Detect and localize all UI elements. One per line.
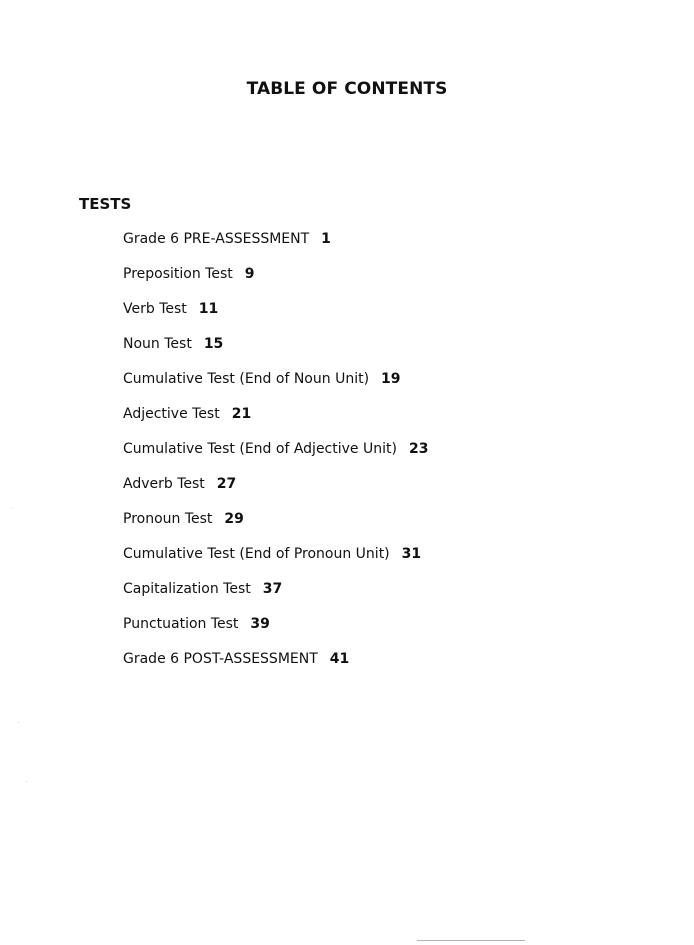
entry-page-number: 31 (401, 546, 422, 562)
entry-title: Punctuation Test (123, 616, 239, 632)
contents-entry (123, 333, 428, 368)
contents-entry (123, 508, 428, 543)
entry-title: Adverb Test (123, 476, 205, 492)
entry-title: Cumulative Test (End of Noun Unit) (123, 371, 370, 387)
entry-title: Cumulative Test (End of Adjective Unit) (123, 441, 397, 457)
entry-page-number: 39 (250, 616, 270, 632)
page-title: TABLE OF CONTENTS (246, 79, 448, 99)
entry-page-number: 19 (381, 371, 401, 387)
entry-title: Adjective Test (123, 406, 220, 422)
contents-entry (123, 648, 428, 683)
entry-page-number: 37 (262, 581, 283, 597)
contents-list (123, 228, 428, 683)
entry-title: Preposition Test (123, 266, 233, 282)
scan-speck (26, 781, 27, 782)
section-heading-tests: TESTS (79, 195, 132, 213)
scan-speck (12, 508, 13, 509)
entry-page-number: 29 (224, 511, 244, 527)
contents-entry (123, 543, 428, 578)
contents-entry (123, 473, 428, 508)
entry-page-number: 11 (198, 301, 219, 317)
contents-entry (123, 228, 428, 263)
scan-speck (18, 722, 19, 723)
contents-entry (123, 368, 428, 403)
entry-page-number: 23 (408, 441, 429, 457)
entry-title: Verb Test (123, 301, 187, 317)
contents-entry (123, 298, 428, 333)
entry-title: Cumulative Test (End of Pronoun Unit) (123, 546, 390, 562)
footer-rule (417, 940, 525, 941)
contents-entry (123, 438, 428, 473)
entry-page-number: 1 (321, 231, 331, 247)
entry-page-number: 27 (216, 476, 237, 492)
contents-entry (123, 403, 428, 438)
entry-title: Grade 6 PRE-ASSESSMENT (123, 231, 310, 247)
entry-page-number: 41 (329, 651, 350, 667)
contents-entry (123, 578, 428, 613)
entry-page-number: 9 (244, 266, 255, 282)
entry-title: Capitalization Test (123, 581, 251, 597)
entry-title: Grade 6 POST-ASSESSMENT (123, 651, 318, 667)
entry-title: Noun Test (123, 336, 192, 352)
contents-entry (123, 613, 428, 648)
contents-entry (123, 263, 428, 298)
entry-title: Pronoun Test (123, 511, 213, 527)
entry-page-number: 21 (231, 406, 252, 422)
entry-page-number: 15 (203, 336, 224, 352)
